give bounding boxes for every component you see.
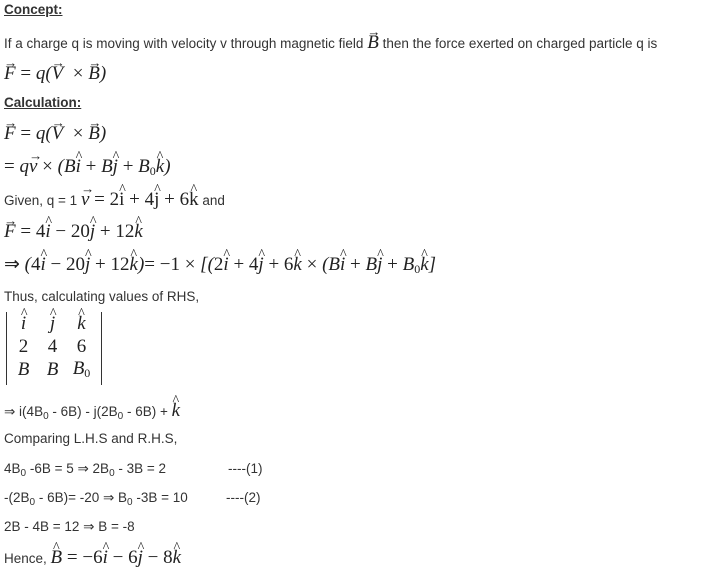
hence-line bbox=[4, 548, 181, 567]
force-formula-repeat: → F = q(→ V × → B) bbox=[4, 124, 106, 143]
equation-2-tag: ----(2) bbox=[226, 490, 261, 505]
determinant-matrix bbox=[6, 312, 102, 385]
given-line bbox=[4, 190, 225, 209]
equation-2: $-(2B_0 - 6B)= -20$ ⇒ $B_0$ -3B = 10 bbox=[4, 490, 188, 508]
determinant-row: B B $B_0$ bbox=[17, 358, 91, 380]
and-text: and bbox=[202, 193, 225, 208]
expansion-line: ⇒ $i(4B_0 - 6B) - j(2B_0 - 6B)$ + ^ k bbox=[4, 401, 180, 422]
given-label: Given, q = 1 bbox=[4, 193, 78, 208]
force-formula: → F = q(→ V × → B) bbox=[4, 64, 106, 83]
equation-3: 2B - 4B = 12 ⇒ B = -8 bbox=[4, 519, 135, 534]
cross-product-equation: ⇒ (4^ i − 20^ j + 12^ k)= −1 × [(2^ i + 4^ j + 6^ k × (B^ i + B^ $j + B_0\^{}$ k] bbox=[4, 255, 436, 275]
determinant-row: ^ i ^ j ^ k bbox=[9, 312, 96, 335]
comparing-line: Comparing L.H.S and R.H.S, bbox=[4, 431, 178, 446]
velocity-vector: → v = 2^ i + 4^ j + 6^ k bbox=[81, 189, 199, 210]
determinant-row: 2 4 6 bbox=[18, 335, 87, 357]
force-value: → F = 4^ i − 20^ j + 12^ k bbox=[4, 222, 143, 241]
intro-text-end: then the force exerted on charged particle q is bbox=[382, 36, 658, 51]
k-hat-symbol: ^ k bbox=[172, 400, 180, 421]
concept-heading: Concept: bbox=[4, 2, 63, 17]
hence-label: Hence, bbox=[4, 551, 47, 566]
equation-1-tag: ----(1) bbox=[228, 461, 263, 476]
thus-line: Thus, calculating values of RHS, bbox=[4, 289, 200, 304]
concept-intro bbox=[4, 33, 657, 52]
magnetic-field-symbol: → B bbox=[367, 32, 379, 53]
intro-text: If a charge q is moving with velocity v through magnetic field bbox=[4, 36, 364, 51]
force-expansion: = q→ v × (B^ i + B^ $j + B_0\^{}$ k) bbox=[4, 157, 171, 177]
result-vector: ^ B = −6^ i − 6^ j − 8^ k bbox=[51, 547, 181, 568]
equation-1: $4B_0$ -6B = 5 ⇒ $2B_0 - 3B = 2$ bbox=[4, 461, 167, 479]
calculation-heading: Calculation: bbox=[4, 95, 82, 110]
